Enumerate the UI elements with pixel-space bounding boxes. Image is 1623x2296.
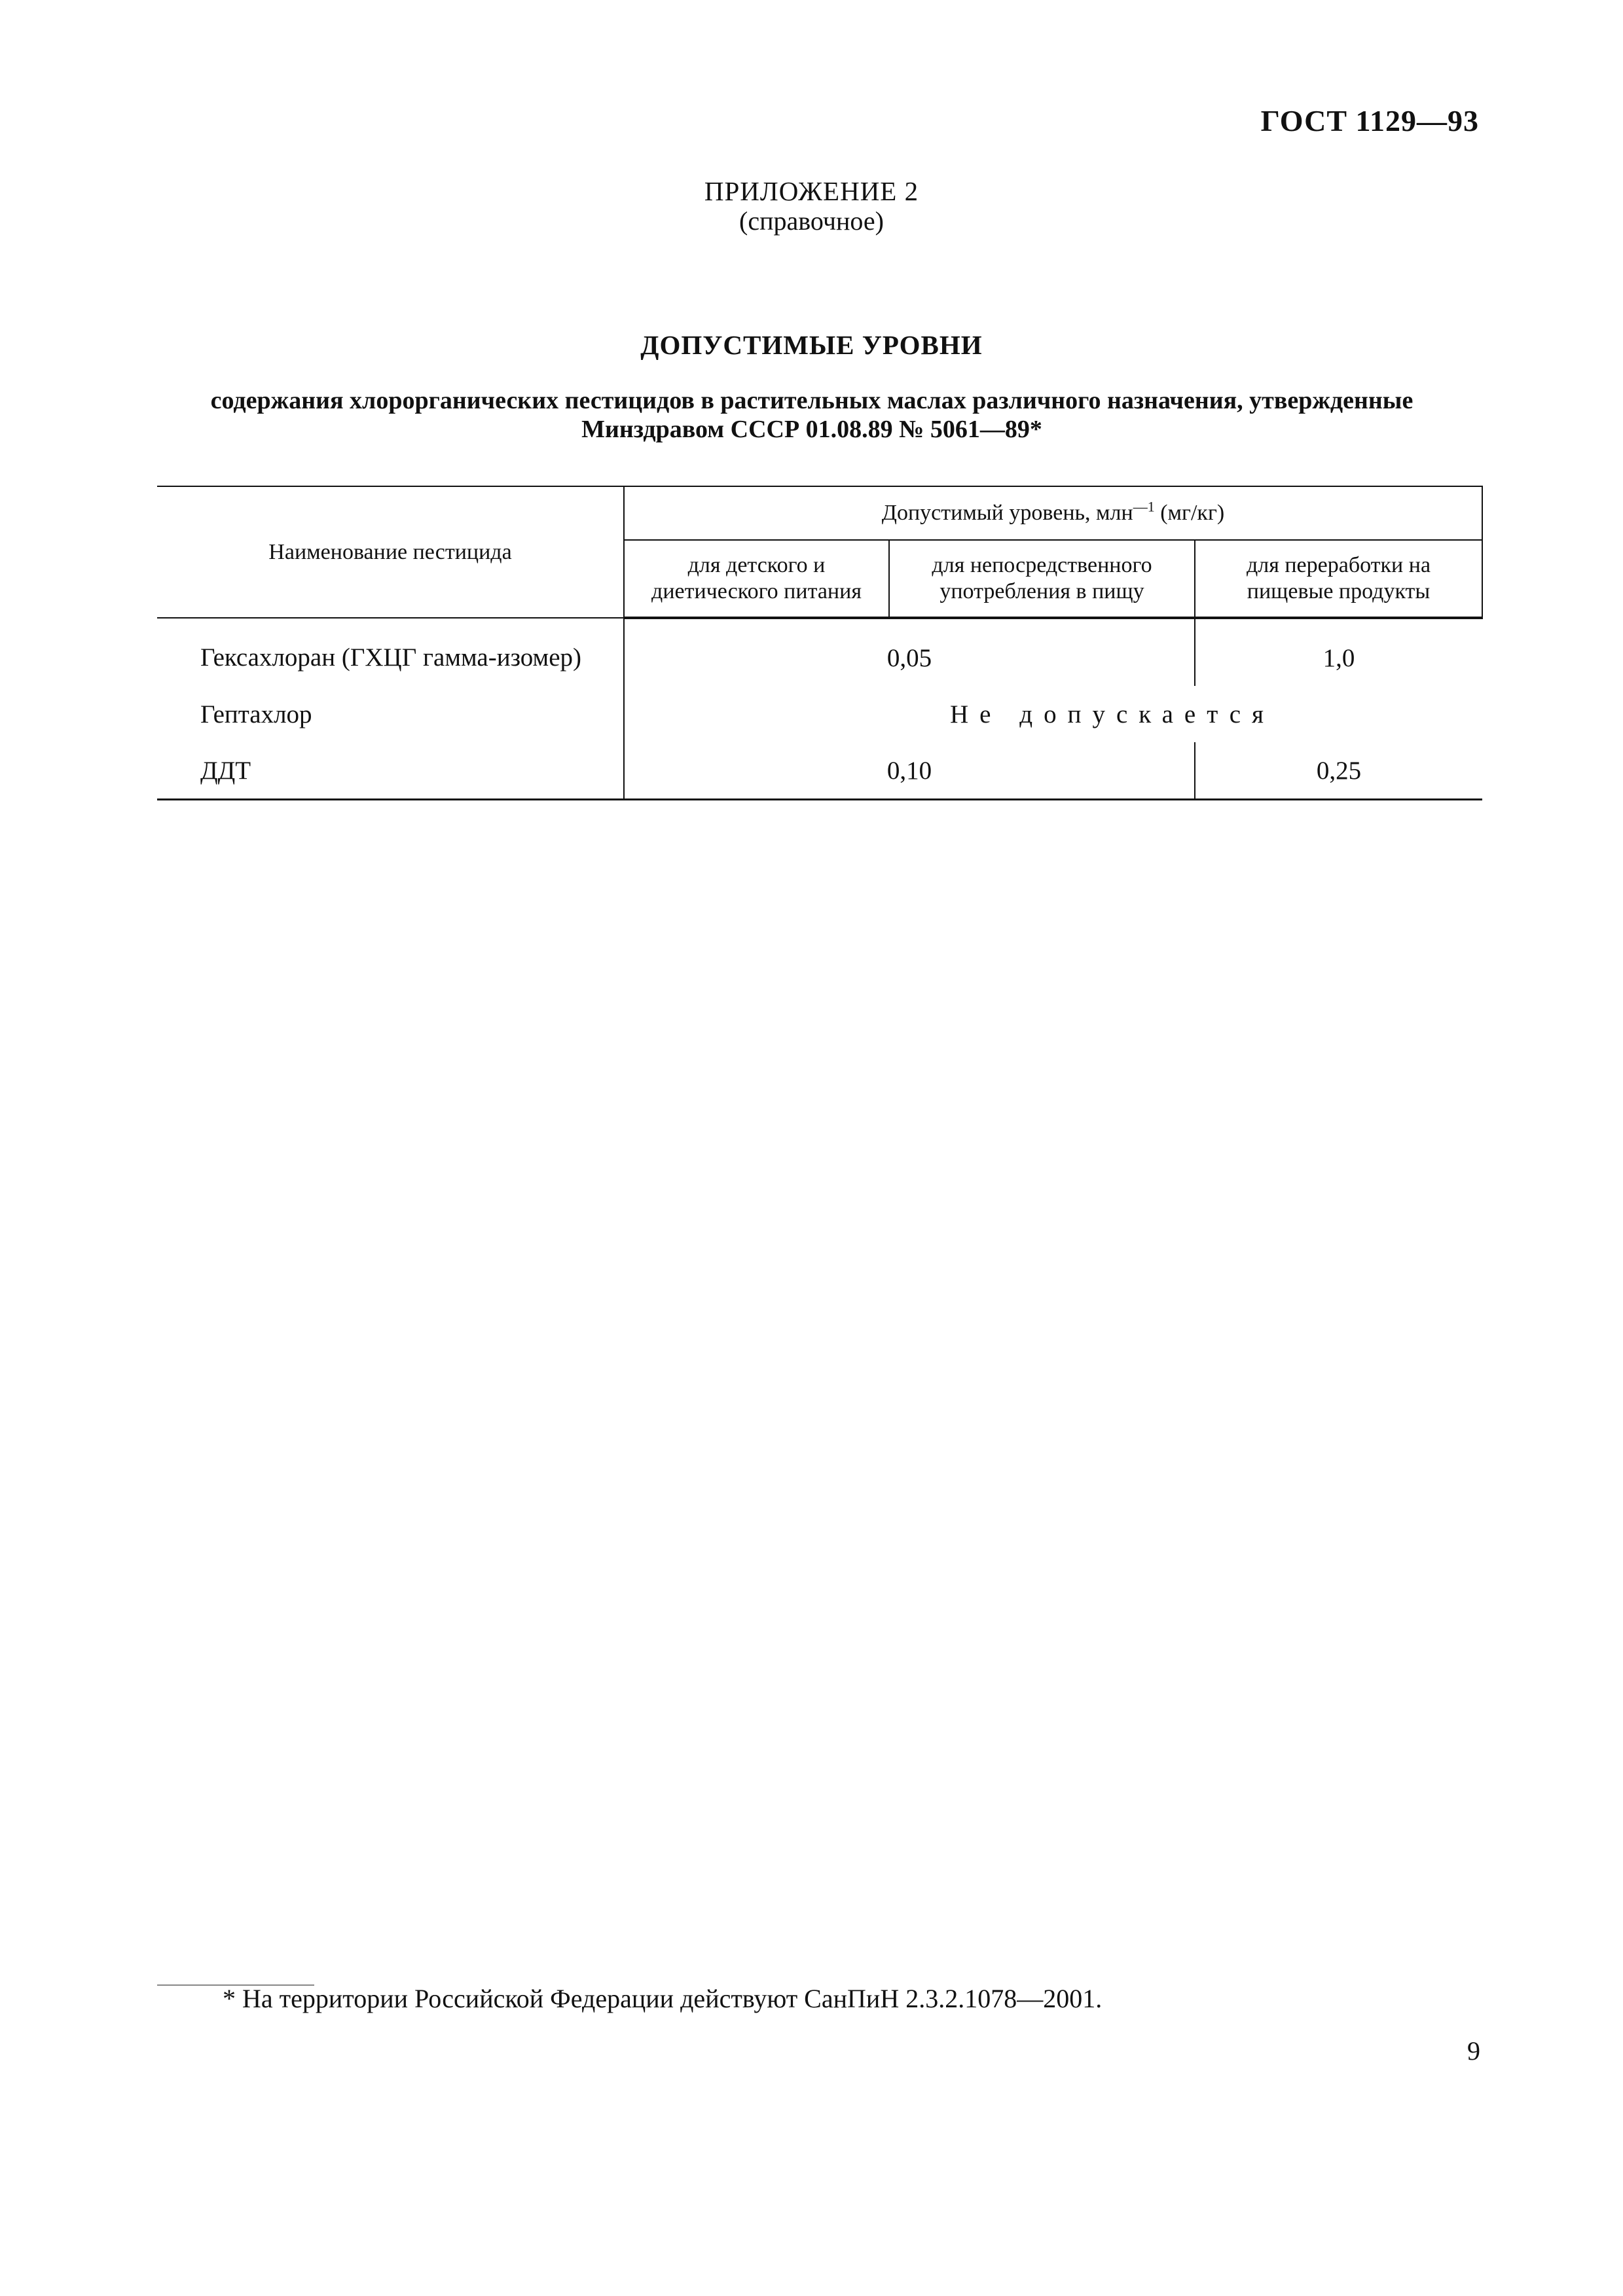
pesticide-name: Гексахлоран (ГХЦГ гамма-изомер) bbox=[157, 618, 624, 686]
header-baby-diet-line1: для детского и bbox=[687, 553, 826, 577]
header-baby-diet-line2: диетического питания bbox=[651, 579, 862, 603]
appendix-note: (справочное) bbox=[739, 206, 884, 236]
header-permissible-level bbox=[624, 486, 1482, 540]
page-title: ДОПУСТИМЫЕ УРОВНИ bbox=[640, 330, 983, 360]
table-row bbox=[157, 742, 1482, 800]
table-row bbox=[157, 686, 1482, 742]
footnote: * На территории Российской Федерации действуют СанПиН 2.3.2.1078—2001. bbox=[223, 1984, 1103, 2013]
pesticide-name: Гептахлор bbox=[157, 686, 624, 742]
appendix-label: ПРИЛОЖЕНИЕ 2 bbox=[704, 176, 919, 206]
header-level-superscript: —1 bbox=[1133, 498, 1155, 515]
level-processing: 0,25 bbox=[1195, 742, 1482, 800]
header-level-prefix: Допустимый уровень, млн bbox=[881, 501, 1133, 525]
level-not-allowed: Не допускается bbox=[950, 700, 1275, 728]
table-row bbox=[157, 618, 1482, 686]
page-number: 9 bbox=[1467, 2036, 1480, 2066]
header-processing-line2: пищевые продукты bbox=[1247, 579, 1431, 603]
level-baby-and-direct: 0,10 bbox=[624, 742, 1195, 800]
header-level-suffix: (мг/кг) bbox=[1154, 501, 1225, 525]
pesticide-limits-table bbox=[157, 486, 1483, 800]
pesticide-name: ДДТ bbox=[157, 742, 624, 800]
header-processing bbox=[1195, 540, 1482, 618]
page-subtitle bbox=[164, 386, 1460, 444]
header-direct-consumption bbox=[889, 540, 1195, 618]
subtitle-line-2: Минздравом СССР 01.08.89 № 5061—89* bbox=[581, 416, 1042, 443]
header-processing-line1: для переработки на bbox=[1246, 553, 1431, 577]
header-baby-diet bbox=[624, 540, 889, 618]
header-pesticide-name: Наименование пестицида bbox=[157, 486, 624, 618]
header-direct-consumption-line1: для непосредственного bbox=[932, 553, 1152, 577]
document-code: ГОСТ 1129—93 bbox=[1260, 104, 1479, 137]
level-processing: 1,0 bbox=[1195, 618, 1482, 686]
header-direct-consumption-line2: употребления в пищу bbox=[939, 579, 1144, 603]
subtitle-line-1: содержания хлорорганических пестицидов в растительных маслах различного назначения, утвержденные bbox=[210, 387, 1413, 414]
level-baby-and-direct: 0,05 bbox=[886, 643, 932, 672]
